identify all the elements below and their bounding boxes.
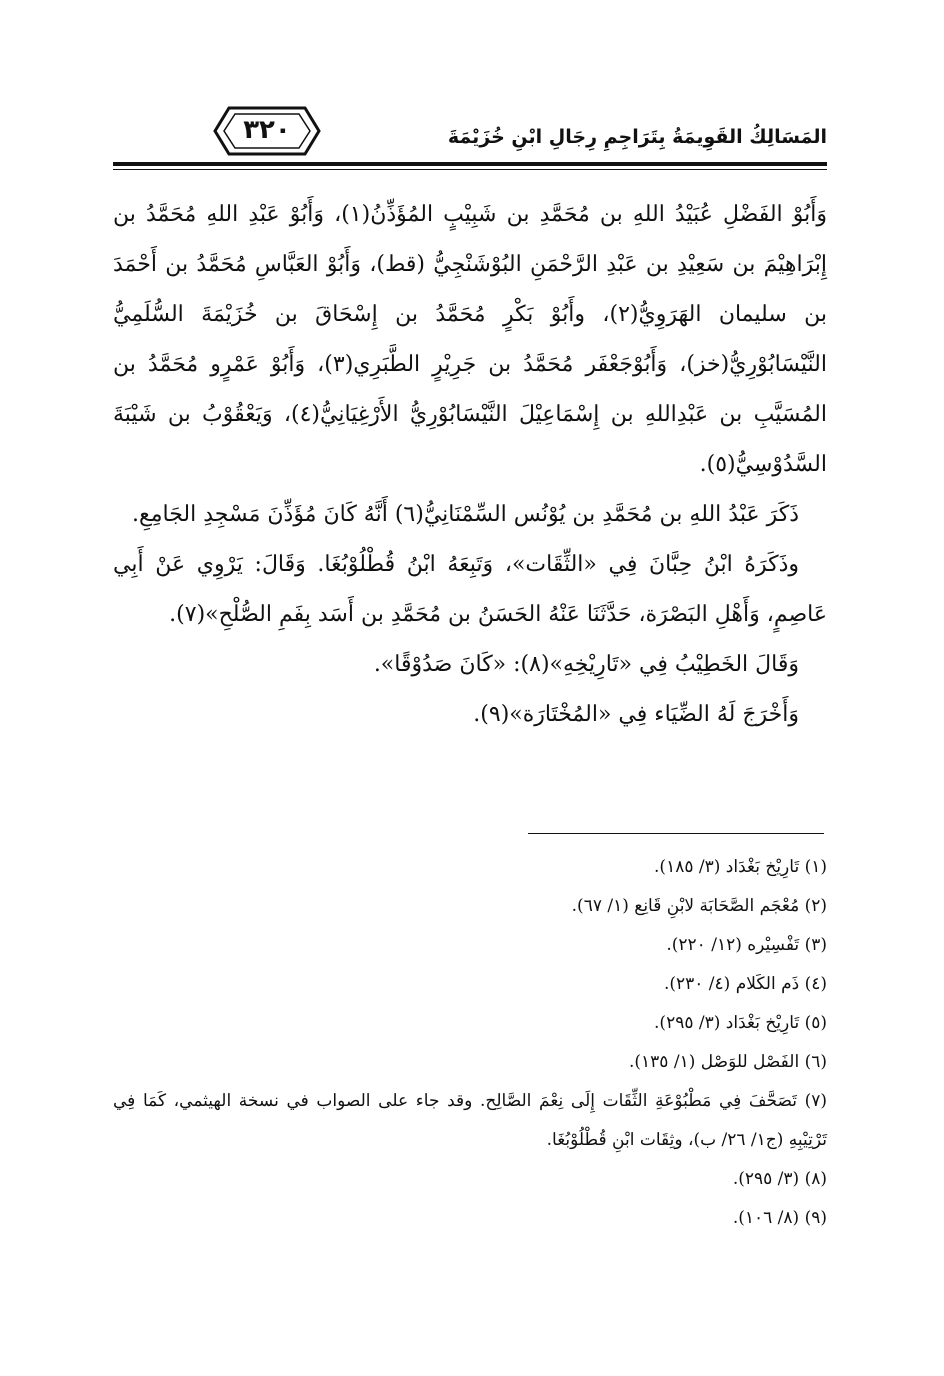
footnote: (٨) (٣/ ٢٩٥). bbox=[732, 1169, 827, 1189]
footnotes bbox=[113, 848, 827, 1238]
footnote: (٧) تَصَحَّفَ فِي مَطْبُوْعَةِ الثِّقَات إِلَى نِعْمَ الصَّالِح. وقد جاء على الصواب في نسخة الهيثمي، كَمَا فِي تَرْتِيْبِهِ (ج١/ ٢٦/ ب)، وثِقَات ابْنِ قُطْلُوْبُغَا. bbox=[113, 1091, 827, 1150]
main-text bbox=[113, 190, 827, 740]
book-title: المَسَالِكُ القَوِيمَةُ بِتَرَاجِمِ رِجَالِ ابْنِ خُزَيْمَةَ bbox=[447, 126, 827, 148]
footnote: (٦) الفَصْل للوَصْل (١/ ١٣٥). bbox=[628, 1052, 827, 1072]
page-header bbox=[113, 100, 827, 182]
paragraph: وَأَخْرَجَ لَهُ الضِّيَاء فِي «المُخْتَارَة»(٩). bbox=[473, 702, 799, 727]
footnote: (٣) تَفْسِيْره (١٢/ ٢٢٠). bbox=[666, 935, 827, 955]
paragraph: وذَكَرَهُ ابْنُ حِبَّانَ فِي «الثِّقَات»، وَتَبِعَهُ ابْنُ قُطْلُوْبُغَا. وَقَالَ: يَرْوِي عَنْ أَبِي عَاصِمٍ، وَأَهْلِ البَصْرَة، حَدَّثَنَا عَنْهُ الحَسَنُ بن مُحَمَّدِ بن أَسَد بِفَمِ الصُّلْحِ»(٧). bbox=[113, 552, 827, 627]
footnote: (٩) (٨/ ١٠٦). bbox=[732, 1208, 827, 1228]
footnote-separator bbox=[528, 833, 824, 834]
paragraph: ذَكَرَ عَبْدُ اللهِ بن مُحَمَّدِ بن يُوْنُس السِّمْنَانِيُّ(٦) أَنَّهُ كَانَ مُؤَذِّنَ مَسْجِدِ الجَامِعِ. bbox=[132, 502, 799, 527]
page-number: ٣٢٠ bbox=[243, 115, 291, 145]
footnote: (١) تَارِيْخ بَغْدَاد (٣/ ١٨٥). bbox=[654, 857, 827, 877]
paragraph: وَقَالَ الخَطِيْبُ فِي «تَارِيْخِهِ»(٨): «كَانَ صَدُوْقًا». bbox=[373, 652, 799, 677]
header-rule-thin bbox=[113, 169, 827, 170]
page-number-badge bbox=[209, 102, 325, 160]
footnote: (٥) تَارِيْخ بَغْدَاد (٣/ ٢٩٥). bbox=[654, 1013, 827, 1033]
paragraph: وَأَبُوْ الفَضْلِ عُبَيْدُ اللهِ بن مُحَمَّدِ بن شَبِيْبٍ المُؤَذِّنُ(١)، وَأَبُوْ عَبْدِ اللهِ مُحَمَّدُ بن إِبْرَاهِيْمَ بن سَعِيْدِ بن عَبْدِ الرَّحْمَنِ البُوْشَنْجِيُّ (قط)، وَأَبُوْ العَبَّاسِ مُحَمَّدُ بن أَحْمَدَ بن سليمان الهَرَوِيُّ(٢)، وأَبُوْ بَكْرٍ مُحَمَّدُ بن إِسْحَاقَ بن خُزَيْمَةَ السُّلَمِيُّ النَّيْسَابُوْرِيُّ(خز)، وَأَبُوْجَعْفَر مُحَمَّدُ بن جَرِيْرٍ الطَّبَرِي(٣)، وَأَبُوْ عَمْرٍو مُحَمَّدُ بن المُسَيَّبِ بن عَبْدِاللهِ بن إِسْمَاعِيْلَ النَّيْسَابُوْرِيُّ الأَرْغِيَانِيُّ(٤)، وَيَعْقُوْبُ بن شَيْبَةَ السَّدُوْسِيُّ(٥). bbox=[113, 202, 828, 477]
header-rule-thick bbox=[113, 162, 827, 166]
footnote: (٤) ذَم الكَلام (٤/ ٢٣٠). bbox=[663, 974, 827, 994]
footnote: (٢) مُعْجَم الصَّحَابَة لابْنِ قَانِع (١/ ٦٧). bbox=[571, 896, 827, 916]
